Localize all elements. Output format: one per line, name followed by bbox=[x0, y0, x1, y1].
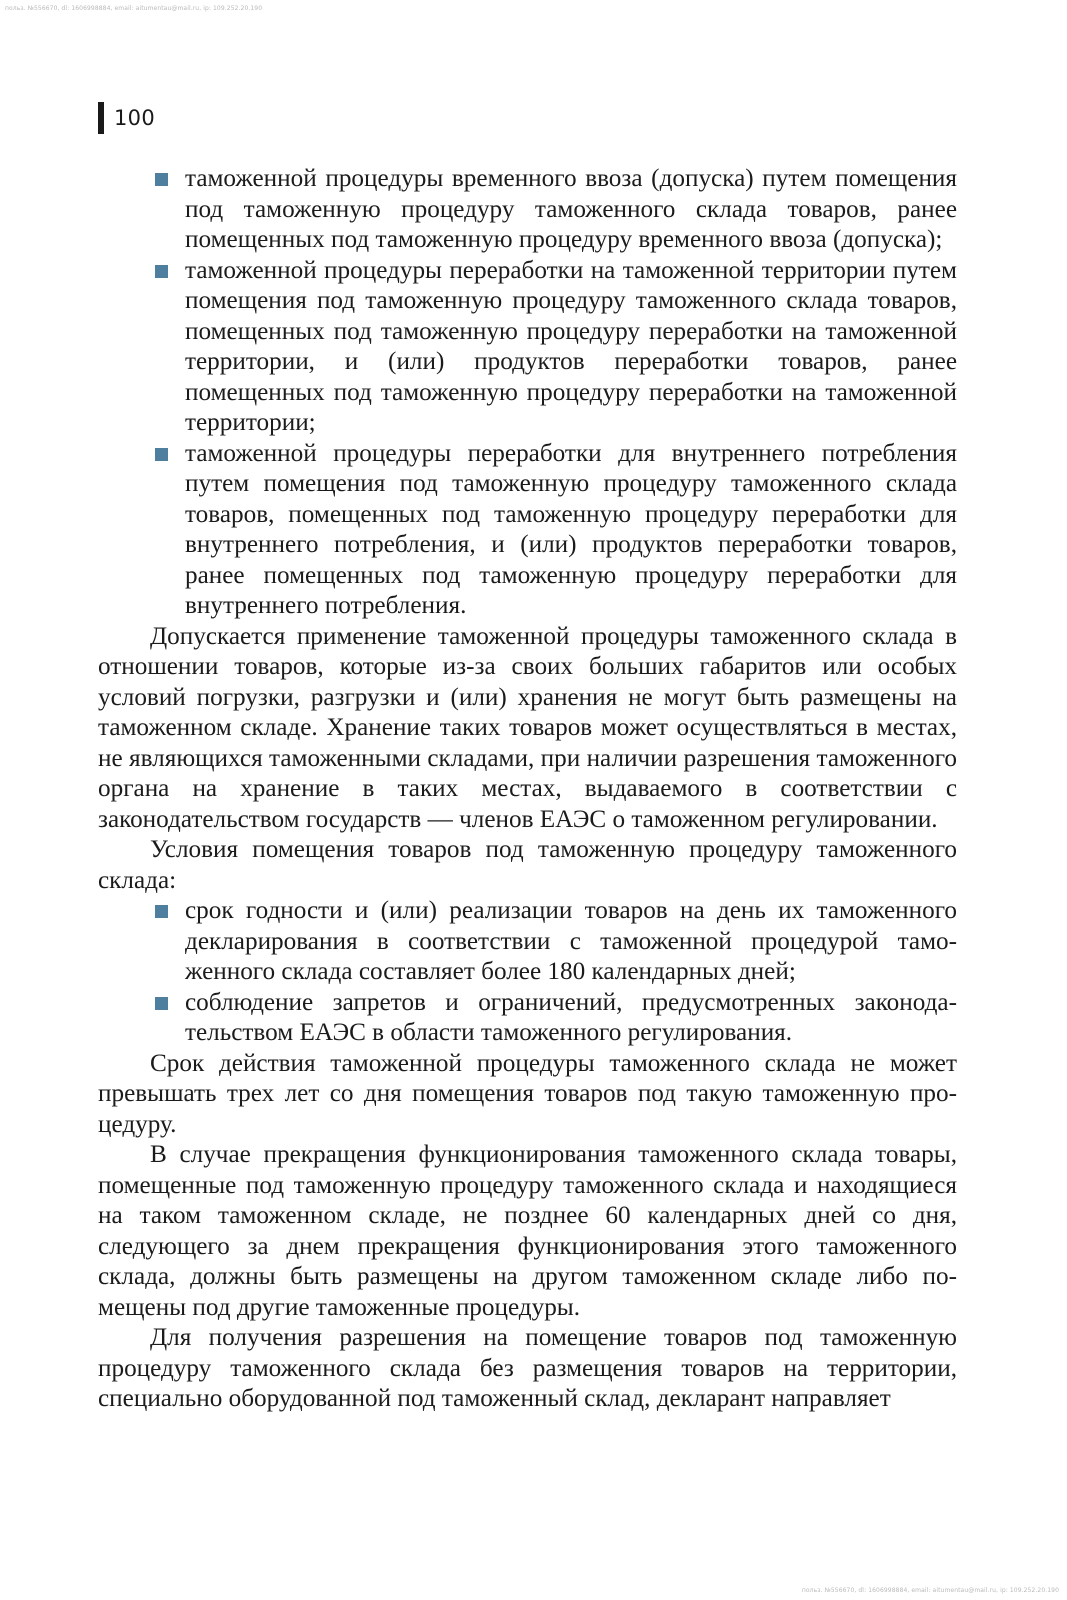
square-bullet-icon bbox=[155, 173, 168, 186]
square-bullet-icon bbox=[155, 997, 168, 1010]
paragraph: В случае прекращения функционирования таможенного склада товары, помещенные под таможенную процедуру таможенного склада и находящиеся на таком таможенном складе, не позднее 60 календарных дней со дня, следующего за днем прекращения функционирования этого таможенного склада, должны быть размещены на другом таможенном складе либо помещены под другие таможенные процедуры. bbox=[98, 1141, 957, 1321]
list-item bbox=[98, 988, 957, 1049]
page-body bbox=[98, 164, 957, 1415]
list-item bbox=[98, 439, 957, 622]
paragraph: Срок действия таможенной процедуры таможенного склада не может превышать трех лет со дня помещения товаров под такую таможенную процедуру. bbox=[98, 1049, 957, 1138]
square-bullet-icon bbox=[155, 448, 168, 461]
paragraph: Для получения разрешения на помещение товаров под таможенную процедуру таможенного склада без размещения товаров на территории, специально оборудованной под таможенный склад, декларант направляет bbox=[98, 1324, 957, 1412]
list-item bbox=[98, 256, 957, 439]
list-item-text: соблюдение запретов и ограничений, предусмотренных законодательством ЕАЭС в области таможенного регулирования. bbox=[185, 988, 957, 1046]
list-item-text: срок годности и (или) реализации товаров на день их таможенного декларирования в соответствии с таможенной процедурой таможенного склада составляет более 180 календарных дней; bbox=[185, 897, 957, 985]
bullet-list-conditions bbox=[98, 896, 957, 1049]
paragraph: Допускается применение таможенной процедуры таможенного склада в отношении товаров, которые из-за своих больших габаритов или особых условий погрузки, разгрузки и (или) хранения не могут быть размещены на таможенном складе. Хранение таких товаров может осуществляться в местах, не являющихся таможенными складами, при наличии разрешения таможенного органа на хранение в таких местах, выдаваемого в соответствии с законодательством государств — членов ЕАЭС о таможенном регулировании. bbox=[98, 622, 957, 833]
header-bar bbox=[98, 102, 104, 134]
watermark-top: польз. №556670, dl: 1606998884, email: aitumentau@mail.ru, ip: 109.252.20.190 bbox=[5, 5, 263, 12]
square-bullet-icon bbox=[155, 905, 168, 918]
list-item-text: таможенной процедуры переработки на таможенной территории путем помещения под таможенную процедуру таможенного склада товаров, помещенных под таможенную процедуру переработки на таможенной территории, и (или) продуктов переработки товаров, ранее помещенных под таможенную процедуру переработки на таможенной территории; bbox=[185, 256, 957, 436]
paragraph: Условия помещения товаров под таможенную процедуру таможенного склада: bbox=[98, 836, 957, 894]
page-header bbox=[98, 101, 155, 135]
list-item bbox=[98, 164, 957, 256]
list-item-text: таможенной процедуры переработки для внутреннего потребления путем помещения под таможенную процедуру таможенного склада товаров, помещенных под таможенную процедуру переработки для внутреннего потребления, и (или) продуктов переработки товаров, ранее помещенных под таможенную процедуру переработки для внутреннего потребления. bbox=[185, 439, 957, 619]
bullet-list-exit-procedures bbox=[98, 164, 957, 622]
square-bullet-icon bbox=[155, 265, 168, 278]
page-number: 100 bbox=[114, 106, 155, 130]
watermark-bottom: польз. №556670, dl: 1606998884, email: aitumentau@mail.ru, ip: 109.252.20.190 bbox=[801, 1587, 1059, 1594]
list-item-text: таможенной процедуры временного ввоза (допуска) путем помещения под таможенную процедуру таможенного склада товаров, ранее помещенных под таможенную процедуру временного ввоза (допуска); bbox=[185, 165, 957, 253]
list-item bbox=[98, 896, 957, 988]
